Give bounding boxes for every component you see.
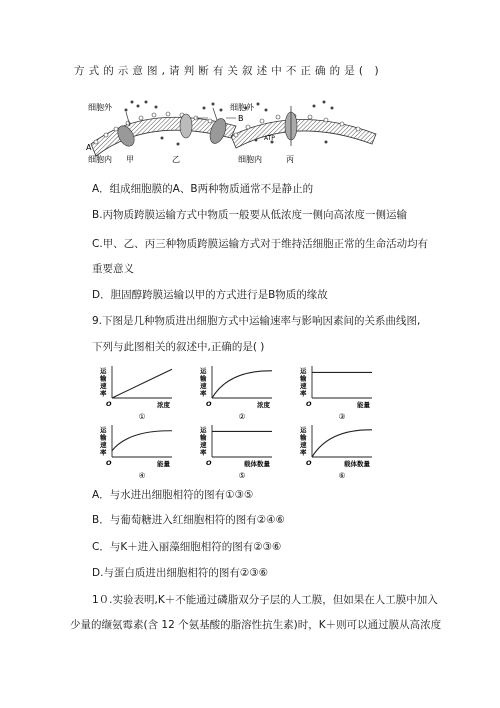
chart-4-ylabel-char: 率 bbox=[100, 448, 107, 457]
chart-4-curve bbox=[112, 431, 172, 451]
chart-4-ylabel-char: 输 bbox=[100, 433, 107, 442]
chart-4 bbox=[99, 425, 172, 480]
chart-1-origin: O bbox=[106, 400, 112, 408]
chart-4-ylabel-char: 速 bbox=[100, 441, 107, 449]
chart-1-number: ① bbox=[138, 412, 146, 421]
chart-6-curve bbox=[312, 430, 372, 457]
chart-5-ylabel-char: 率 bbox=[200, 448, 207, 457]
q9-option-b: B．与葡萄糖进入红细胞相符的图有②④⑥ bbox=[92, 514, 285, 526]
chart-4-number: ④ bbox=[138, 471, 146, 480]
q10-line-1: 1０.实验表明,K＋不能通过磷脂双分子层的人工膜，但如果在人工膜中加入 bbox=[92, 594, 438, 606]
chart-5 bbox=[199, 425, 272, 480]
chart-3 bbox=[299, 366, 372, 421]
label-jia: 甲 bbox=[126, 155, 134, 164]
q8-option-b: B.丙物质跨膜运输方式中物质一般要从低浓度一侧向高浓度一侧运输 bbox=[92, 209, 408, 221]
chart-3-ylabel-char: 速 bbox=[300, 382, 307, 390]
q8-option-c-continued: 重要意义 bbox=[92, 263, 134, 275]
chart-5-xlabel: 载体数量 bbox=[244, 460, 270, 468]
chart-5-origin: O bbox=[206, 459, 212, 467]
q9-option-c: C．与K＋进入丽藻细胞相符的图有②③⑥ bbox=[92, 541, 282, 553]
chart-2-number: ② bbox=[238, 412, 246, 421]
right-outside-label: 细胞外 bbox=[230, 103, 254, 112]
chart-5-ylabel-char: 输 bbox=[200, 433, 207, 442]
left-outside-label: 细胞外 bbox=[88, 103, 112, 112]
right-inside-label: 细胞内 bbox=[238, 155, 262, 164]
chart-2-ylabel-char: 速 bbox=[200, 382, 207, 390]
label-bing: 丙 bbox=[286, 155, 294, 164]
q9-stem-line-2: 下列与此图相关的叙述中,正确的是( ) bbox=[92, 341, 265, 353]
question-intro-line: 方式的示意图,请判断有关叙述中不正确的是( ) bbox=[74, 65, 383, 77]
chart-6-origin: O bbox=[306, 459, 312, 467]
chart-3-xlabel: 能量 bbox=[357, 401, 370, 409]
chart-2-ylabel-char: 输 bbox=[200, 374, 207, 383]
chart-6 bbox=[299, 425, 372, 480]
q8-option-a: A．组成细胞膜的A、B两种物质通常不是静止的 bbox=[92, 183, 314, 195]
chart-6-ylabel-char: 率 bbox=[300, 448, 307, 457]
chart-1-ylabel-char: 速 bbox=[100, 382, 107, 390]
label-a: A bbox=[86, 143, 92, 152]
chart-6-ylabel-char: 速 bbox=[300, 441, 307, 449]
label-yi: 乙 bbox=[172, 155, 180, 164]
chart-1-ylabel-char: 运 bbox=[100, 367, 107, 375]
left-inside-label: 细胞内 bbox=[88, 155, 112, 164]
chart-3-ylabel-char: 运 bbox=[300, 367, 307, 375]
q9-option-d: D.与蛋白质进出细胞相符的图有②③⑥ bbox=[92, 567, 269, 579]
q9-option-a: A．与水进出细胞相符的图有①③⑤ bbox=[92, 489, 254, 501]
chart-6-number: ⑥ bbox=[338, 471, 346, 480]
chart-5-ylabel-char: 速 bbox=[200, 441, 207, 449]
chart-6-ylabel-char: 输 bbox=[300, 433, 307, 442]
left-membrane bbox=[91, 101, 236, 157]
chart-2-xlabel: 浓度 bbox=[257, 401, 270, 409]
chart-2-origin: O bbox=[206, 400, 212, 408]
chart-2-ylabel-char: 率 bbox=[200, 389, 207, 398]
chart-5-number: ⑤ bbox=[238, 471, 246, 480]
q8-option-d: D．胆固醇跨膜运输以甲的方式进行是B物质的缘故 bbox=[92, 289, 328, 301]
chart-1-ylabel-char: 输 bbox=[100, 374, 107, 383]
chart-4-xlabel: 能量 bbox=[157, 460, 170, 468]
membrane-transport-diagram bbox=[86, 96, 426, 168]
chart-1-ylabel-char: 率 bbox=[100, 389, 107, 398]
chart-1-xlabel: 浓度 bbox=[157, 401, 170, 409]
chart-3-ylabel-char: 输 bbox=[300, 374, 307, 383]
chart-3-number: ③ bbox=[338, 412, 346, 421]
transport-rate-charts bbox=[98, 362, 408, 480]
chart-1 bbox=[99, 366, 172, 421]
chart-6-xlabel: 载体数量 bbox=[344, 460, 370, 468]
q8-option-c: C.甲、乙、丙三种物质跨膜运输方式对于维持活细胞正常的生命活动均有 bbox=[92, 238, 429, 250]
chart-4-ylabel-char: 运 bbox=[100, 426, 107, 434]
label-b: B bbox=[238, 114, 244, 123]
chart-6-ylabel-char: 运 bbox=[300, 426, 307, 434]
chart-2 bbox=[199, 366, 272, 421]
q10-line-2: 少量的缬氨霉素(含 12 个氨基酸的脂溶性抗生素)时，K＋则可以通过膜从高浓度 bbox=[70, 619, 442, 631]
atp-label: ATP bbox=[264, 135, 275, 142]
chart-5-ylabel-char: 运 bbox=[200, 426, 207, 434]
chart-2-ylabel-char: 运 bbox=[200, 367, 207, 375]
chart-2-curve bbox=[212, 371, 272, 398]
chart-3-origin: O bbox=[306, 400, 312, 408]
chart-3-ylabel-char: 率 bbox=[300, 389, 307, 398]
q9-stem-line-1: 9.下图是几种物质进出细胞方式中运输速率与影响因素间的关系曲线图, bbox=[92, 315, 421, 327]
chart-4-origin: O bbox=[106, 459, 112, 467]
chart-1-curve bbox=[112, 369, 172, 398]
